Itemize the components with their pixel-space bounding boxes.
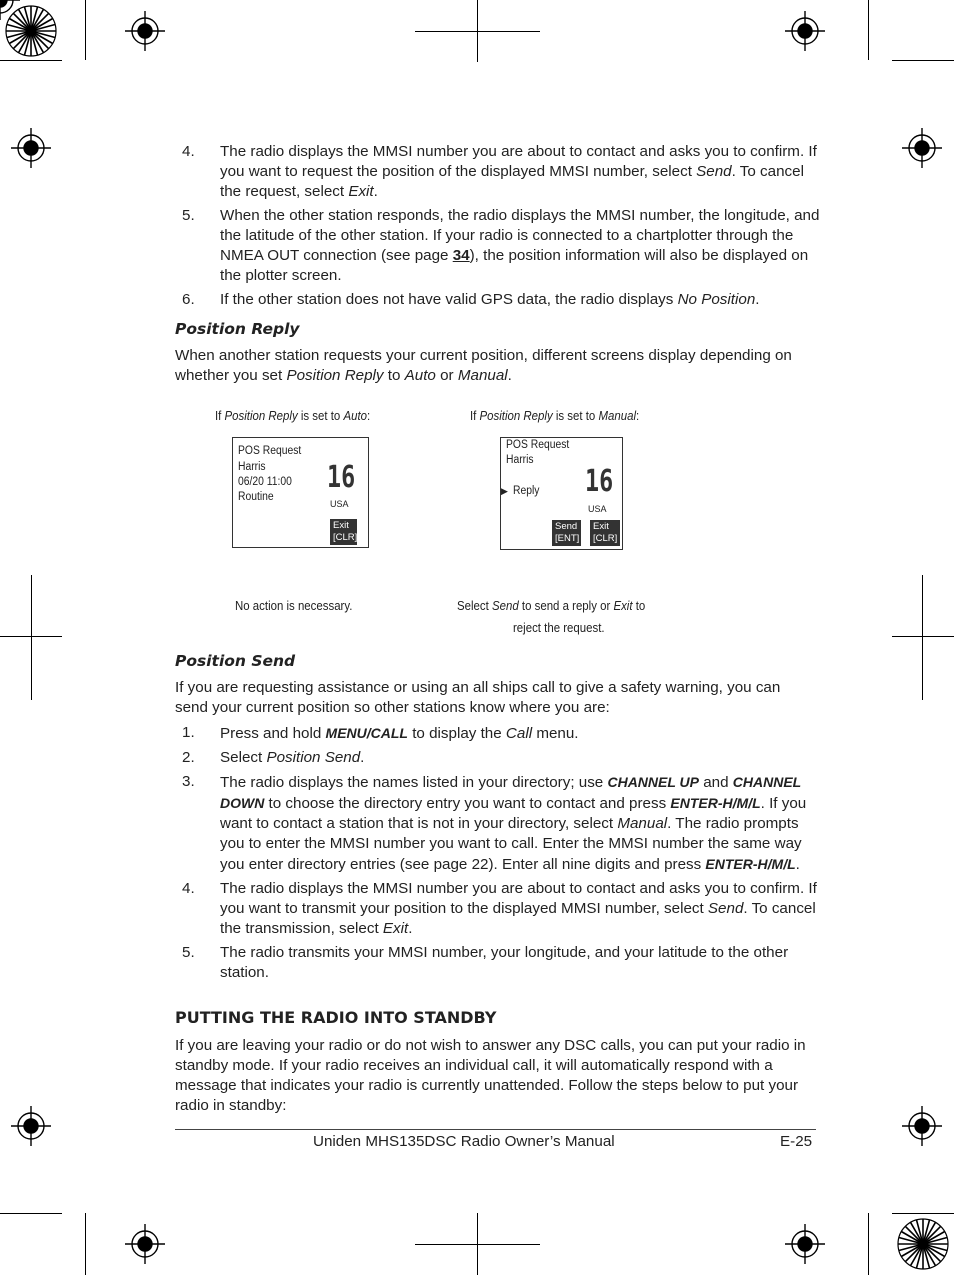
list-item	[175, 879, 820, 939]
text-run: Select	[457, 598, 492, 613]
standby-text: If you are leaving your radio or do not wish to answer any DSC calls, you can put your radio in standby mode. If your radio receives an individual call, it will automatically respond with a message that indicates your radio is currently unattended. Follow the steps below to put your radio in standby:	[175, 1037, 806, 1114]
text-run: Exit	[348, 183, 374, 200]
page-number: E-25	[780, 1133, 813, 1150]
text-run: to	[632, 598, 646, 613]
text-run: Exit	[613, 598, 633, 613]
position-send-steps	[175, 723, 820, 983]
lcd-screen-manual	[500, 437, 623, 550]
text-run: Manual	[617, 815, 668, 832]
step-text	[220, 880, 817, 937]
text-run: ENTER-H/M/L	[670, 795, 761, 811]
region-label: USA	[588, 504, 607, 514]
channel-number: 16	[585, 464, 614, 499]
text-run: to choose the directory entry you want to contact and press	[264, 795, 671, 812]
text-run: Auto	[404, 367, 436, 384]
screen-auto-caption	[215, 408, 370, 423]
text-run: or	[435, 367, 458, 384]
step-number: 5.	[182, 207, 195, 224]
step-text	[220, 291, 760, 308]
text-run: :	[635, 408, 640, 423]
position-reply-intro	[175, 346, 815, 386]
reply-option: Reply	[513, 485, 540, 497]
text-run: ENTER-H/M/L	[705, 856, 796, 872]
channel-number: 16	[327, 460, 356, 495]
list-item	[175, 772, 820, 875]
text-run: No Position	[677, 291, 756, 308]
starburst-target-icon	[4, 4, 58, 58]
position-send-heading: Position Send	[175, 652, 296, 670]
screen-auto-note: No action is necessary.	[235, 598, 353, 613]
text-run: If	[215, 408, 225, 423]
text-run: When the other station responds, the radio displays the MMSI number, the longitude, and the latitude of the other station. If your radio is connected to a chartplotter through the NMEA OUT connection (see page	[220, 207, 820, 264]
send-softkey	[552, 520, 581, 546]
softkey-label: Send	[555, 521, 578, 532]
footer-rule	[175, 1129, 816, 1130]
text-run: ), the position information will also be displayed on the plotter screen.	[220, 247, 809, 284]
text-run: Auto	[343, 408, 368, 423]
step-number: 3.	[182, 773, 195, 790]
region-label: USA	[330, 499, 349, 509]
lcd-screen-auto	[232, 437, 369, 548]
text-run: Position Send	[266, 749, 361, 766]
step-text	[220, 944, 788, 981]
text-run: :	[367, 408, 371, 423]
text-run: The radio displays the MMSI number you are about to contact and asks you to confirm. If you want to request the position of the displayed MMSI number, select	[220, 143, 817, 180]
text-run: The radio transmits your MMSI number, your longitude, and your latitude to the other station.	[220, 944, 789, 981]
exit-softkey	[590, 520, 620, 546]
screen-line: Routine	[238, 491, 274, 503]
text-run: Call	[505, 725, 533, 742]
screen-line: POS Request	[506, 439, 570, 451]
text-run: CHANNEL UP	[607, 774, 699, 790]
list-item	[175, 142, 820, 202]
screen-manual-note-line2: reject the request.	[513, 620, 605, 635]
step-number: 1.	[182, 724, 195, 741]
softkey-label: Exit	[333, 520, 349, 531]
text-run: to display the	[407, 725, 506, 742]
text-run: . To cancel the request, select	[220, 163, 804, 200]
screen-line: POS Request	[238, 445, 302, 457]
softkey-label: Exit	[593, 521, 609, 532]
screen-manual-note-line1	[457, 598, 645, 613]
position-reply-heading: Position Reply	[175, 320, 300, 338]
text-run: Send	[696, 163, 732, 180]
list-item	[175, 290, 820, 310]
screen-line: Harris	[506, 454, 534, 466]
standby-heading: PUTTING THE RADIO INTO STANDBY	[175, 1008, 497, 1027]
text-run: .	[795, 856, 800, 873]
text-run: If	[470, 408, 480, 423]
text-run: The radio displays the names listed in your directory; use	[220, 774, 608, 791]
text-run: Exit	[382, 920, 409, 937]
text-run: and	[699, 774, 733, 791]
text-run: Send	[707, 900, 744, 917]
text-run: The radio displays the MMSI number you are about to contact and asks you to confirm. If you want to transmit your position to the displayed MMSI number, select	[220, 880, 817, 917]
text-run: . To cancel the transmission, select	[220, 900, 816, 937]
list-item	[175, 206, 820, 286]
text-run: Select	[220, 749, 267, 766]
steps-top-list	[175, 142, 820, 310]
text-run: CHANNEL DOWN	[220, 774, 801, 811]
step-text	[220, 774, 806, 873]
screen-line: 06/20 11:00	[238, 476, 292, 488]
softkey-key: [CLR]	[333, 532, 358, 543]
step-number: 4.	[182, 880, 195, 897]
list-item	[175, 943, 820, 983]
text-run: Position Reply	[224, 408, 298, 423]
text-run: .	[373, 183, 378, 200]
list-item	[175, 723, 820, 744]
text-run: MENU/CALL	[325, 725, 408, 741]
text-run: to send a reply or	[518, 598, 614, 613]
text-run: Manual	[457, 367, 508, 384]
step-number: 4.	[182, 143, 195, 160]
position-send-intro: If you are requesting assistance or using an all ships call to give a safety warning, you can send your current position so other stations know where you are:	[175, 679, 781, 716]
text-run: is set to	[552, 408, 599, 423]
text-run: .	[360, 749, 365, 766]
text-run: Position Reply	[286, 367, 384, 384]
screen-manual-caption	[470, 408, 639, 423]
list-item	[175, 748, 820, 768]
text-run: to	[383, 367, 405, 384]
selection-cursor-icon: ▶	[501, 486, 508, 496]
starburst-target-icon	[896, 1217, 950, 1271]
text-run: .	[755, 291, 760, 308]
step-text	[220, 749, 364, 766]
text-run: . If you want to contact a station that is not in your directory, select	[220, 795, 807, 832]
step-text	[220, 143, 817, 200]
step-number: 6.	[182, 291, 195, 308]
screen-line: Harris	[238, 461, 266, 473]
exit-softkey	[330, 519, 357, 545]
step-number: 2.	[182, 749, 195, 766]
text-run: If the other station does not have valid GPS data, the radio displays	[220, 291, 678, 308]
text-run: menu.	[532, 725, 579, 742]
step-text	[220, 725, 579, 742]
text-run: .	[408, 920, 413, 937]
footer-title: Uniden MHS135DSC Radio Owner’s Manual	[313, 1133, 615, 1150]
text-run: 34	[452, 247, 470, 264]
text-run: Press and hold	[220, 725, 326, 742]
softkey-key: [ENT]	[555, 533, 580, 544]
softkey-key: [CLR]	[593, 533, 618, 544]
text-run: When another station requests your current position, different screens display depending on whether you set	[175, 347, 792, 384]
text-run: is set to	[297, 408, 344, 423]
text-run: . The radio prompts you to enter the MMSI number you want to call. Enter the MMSI number the same way you enter directory entries (see page 22). Enter all nine digits and press	[220, 815, 802, 873]
text-run: Send	[491, 598, 519, 613]
text-run: .	[507, 367, 512, 384]
step-text	[220, 207, 819, 284]
text-run: Manual	[598, 408, 636, 423]
text-run: Position Reply	[479, 408, 553, 423]
step-number: 5.	[182, 944, 195, 961]
